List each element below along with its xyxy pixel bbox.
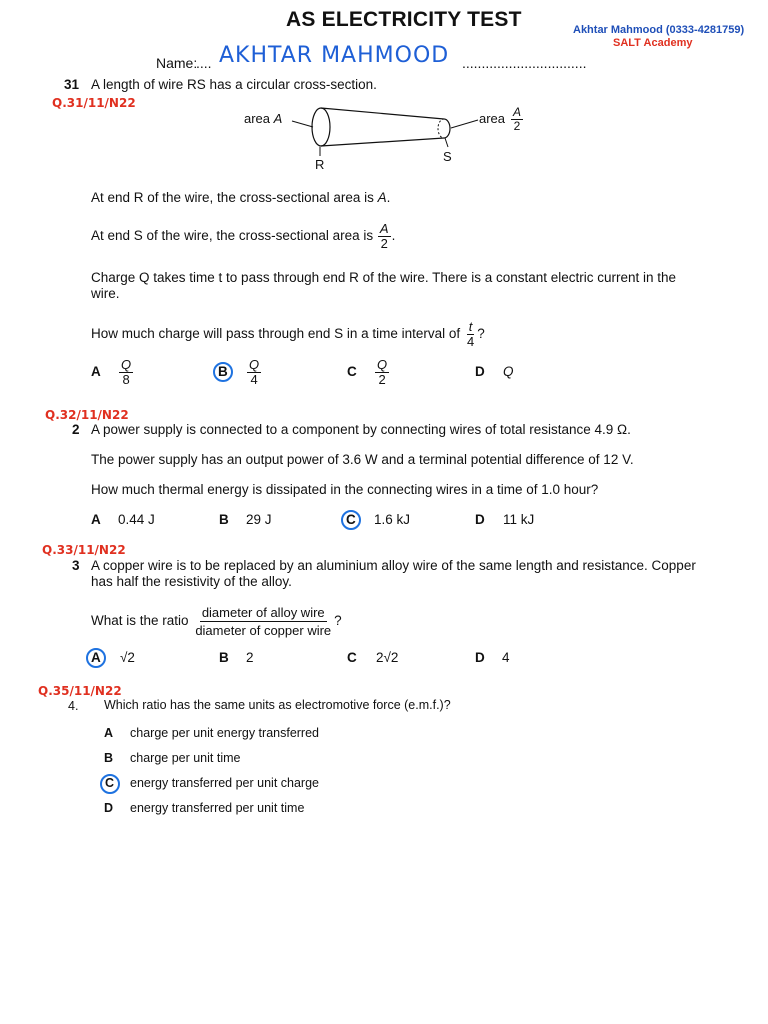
area-left-var: A bbox=[273, 111, 283, 126]
option-value: 1.6 kJ bbox=[374, 512, 411, 527]
fraction-numerator: diameter of alloy wire bbox=[201, 605, 325, 620]
fraction bbox=[465, 320, 476, 349]
q2-line3: How much thermal energy is dissipated in the connecting wires in a time of 1.0 hour? bbox=[91, 482, 599, 497]
option-value: 2√2 bbox=[376, 650, 399, 665]
fraction-numerator: Q bbox=[249, 357, 260, 372]
q1-line3: Charge Q takes time t to pass through end R of the wire. There is a constant electric current in the wire. bbox=[91, 270, 677, 301]
q1-question bbox=[91, 320, 485, 349]
text: ? bbox=[334, 613, 342, 629]
fraction-denominator: 2 bbox=[380, 236, 388, 251]
question-number: 4. bbox=[68, 699, 79, 713]
var-a: A bbox=[377, 190, 387, 205]
name-label: Name: bbox=[156, 55, 198, 71]
option-value bbox=[375, 358, 389, 387]
student-name-handwritten: AKHTAR MAHMOOD bbox=[219, 43, 450, 68]
option-letter[interactable]: B bbox=[218, 364, 228, 379]
label-r: R bbox=[315, 157, 325, 172]
option-value bbox=[247, 358, 261, 387]
q3-question bbox=[91, 604, 342, 639]
option-value: energy transferred per unit charge bbox=[130, 776, 319, 790]
q1-line2: At end S of the wire, the cross-sectional area is $\frac{A}{2}$ . bbox=[91, 221, 396, 251]
option-letter[interactable]: D bbox=[475, 512, 485, 527]
area-left-label bbox=[244, 111, 282, 126]
option-value: charge per unit time bbox=[130, 751, 241, 765]
option-letter[interactable]: D bbox=[475, 364, 485, 379]
author-line: Akhtar Mahmood (0333-4281759) bbox=[573, 24, 745, 36]
option-value bbox=[119, 358, 133, 387]
area-right-fraction bbox=[511, 106, 523, 133]
option-value: 4 bbox=[502, 650, 510, 665]
fraction-denominator: 4 bbox=[466, 334, 475, 349]
text: At end S of the wire, the cross-sectional area is bbox=[91, 228, 374, 244]
option-letter[interactable]: D bbox=[104, 801, 114, 815]
option-value: 11 kJ bbox=[503, 512, 535, 527]
text: ? bbox=[477, 326, 485, 342]
option-value: charge per unit energy transferred bbox=[130, 726, 319, 740]
option-value: energy transferred per unit time bbox=[130, 801, 305, 815]
page-title: AS ELECTRICITY TEST bbox=[286, 8, 522, 31]
fraction-denominator: 2 bbox=[378, 372, 386, 387]
q2-line2: The power supply has an output power of 3.6 W and a terminal potential difference of 12 V. bbox=[91, 452, 634, 467]
option-letter[interactable]: A bbox=[104, 726, 114, 740]
option-letter[interactable]: A bbox=[91, 364, 101, 379]
question-number: 31 bbox=[64, 77, 80, 92]
question-stem: A length of wire RS has a circular cross-section. bbox=[91, 77, 377, 92]
fraction-numerator: A bbox=[379, 221, 389, 236]
question-number: 3 bbox=[72, 558, 80, 573]
fraction-numerator: t bbox=[468, 319, 473, 334]
area-left-word: area bbox=[244, 111, 271, 126]
text: At end R of the wire, the cross-sectional area is bbox=[91, 190, 374, 205]
q4-stem: Which ratio has the same units as electromotive force (e.m.f.)? bbox=[104, 698, 451, 712]
question-reference: Q.32/11/N22 bbox=[45, 408, 129, 422]
fraction-denominator: 4 bbox=[250, 372, 258, 387]
option-letter[interactable]: C bbox=[105, 776, 115, 790]
option-value: √2 bbox=[120, 650, 135, 665]
fraction-numerator: Q bbox=[377, 357, 388, 372]
academy-name: SALT Academy bbox=[613, 37, 693, 49]
fraction-denominator: 2 bbox=[513, 119, 521, 133]
fraction-denominator: diameter of copper wire bbox=[195, 623, 332, 638]
area-right-word: area bbox=[479, 111, 506, 126]
option-letter[interactable]: A bbox=[91, 650, 101, 665]
option-letter[interactable]: C bbox=[346, 512, 356, 527]
option-value: 29 J bbox=[246, 512, 272, 527]
fraction-numerator: Q bbox=[121, 357, 132, 372]
option-letter[interactable]: B bbox=[104, 751, 114, 765]
fraction bbox=[193, 604, 333, 639]
option-letter[interactable]: A bbox=[91, 512, 101, 527]
name-dots-right: ................................ bbox=[462, 55, 587, 71]
text: What is the ratio bbox=[91, 613, 189, 629]
option-value: 2 bbox=[246, 650, 254, 665]
q1-line1: At end R of the wire, the cross-sectional area is A. bbox=[91, 190, 391, 205]
fraction-denominator: 8 bbox=[122, 372, 130, 387]
name-dots-left: .... bbox=[196, 55, 212, 71]
q3-line1: A copper wire is to be replaced by an aluminium alloy wire of the same length and resistance. Copper has half the resistivity of the alloy. bbox=[91, 558, 696, 589]
fraction-numerator: A bbox=[513, 105, 522, 119]
option-value: Q bbox=[503, 364, 514, 379]
option-letter[interactable]: B bbox=[219, 650, 229, 665]
option-letter[interactable]: C bbox=[347, 364, 357, 379]
question-number: 2 bbox=[72, 422, 80, 437]
option-letter[interactable]: D bbox=[475, 650, 485, 665]
question-reference: Q.31/11/N22 bbox=[52, 96, 136, 110]
fraction bbox=[378, 222, 391, 251]
option-letter[interactable]: B bbox=[219, 512, 229, 527]
question-reference: Q.35/11/N22 bbox=[38, 684, 122, 698]
option-letter[interactable]: C bbox=[347, 650, 357, 665]
option-value: 0.44 J bbox=[118, 512, 155, 527]
q2-line1: A power supply is connected to a component by connecting wires of total resistance 4.9 Ω. bbox=[91, 422, 631, 437]
label-s: S bbox=[443, 149, 452, 164]
text: How much charge will pass through end S in a time interval of bbox=[91, 326, 461, 342]
question-reference: Q.33/11/N22 bbox=[42, 543, 126, 557]
